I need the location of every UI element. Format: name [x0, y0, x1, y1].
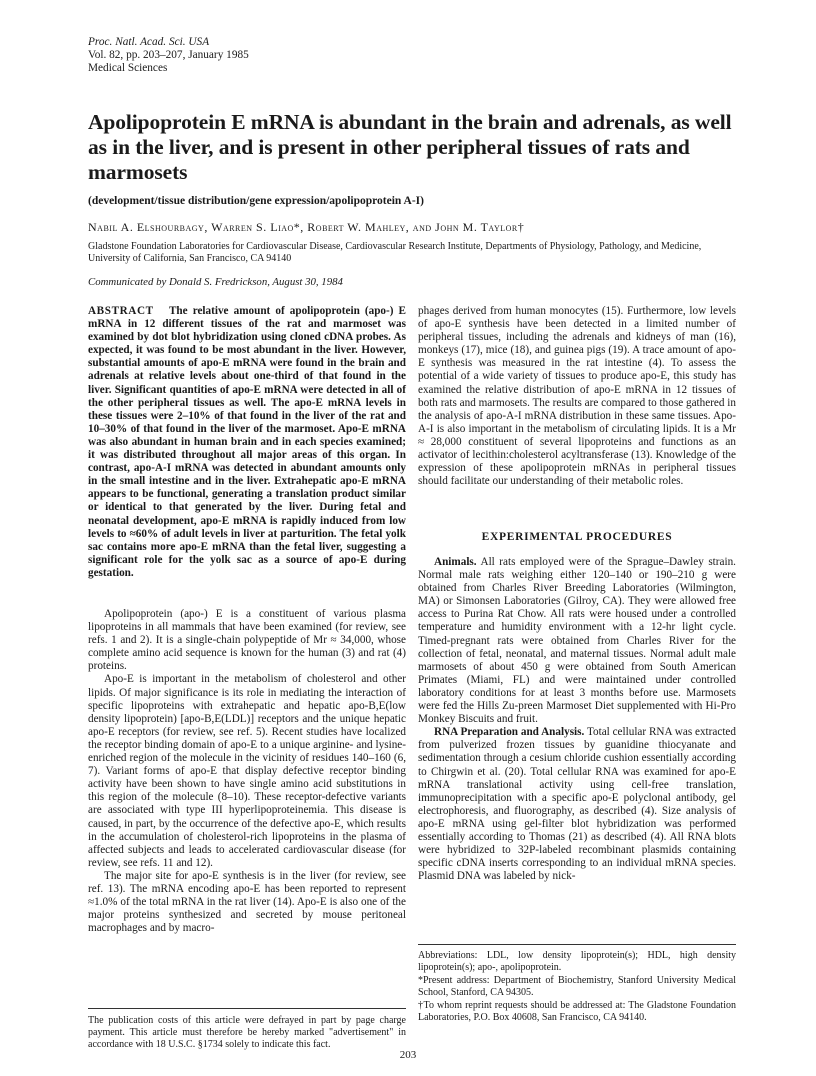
author-list: Nabil A. Elshourbagy, Warren S. Liao*, Robert W. Mahley, and John M. Taylor†: [88, 220, 525, 234]
section-heading: EXPERIMENTAL PROCEDURES: [481, 531, 673, 543]
abstract-text: The relative amount of apolipoprotein (apo-) E mRNA in 12 different tissues of the rat and marmoset was examined by dot blot hybridization using cloned cDNA probes. As expected, it was found to be most abundant in the liver. However, substantial amounts of apo-E mRNA were found in the brain and adrenals at relative levels about one-third of that found in the liver. Significant quantities of apo-E mRNA were detected in all of the other peripheral tissues as well. The apo-E mRNA levels in these tissues were 2–10% of that found in the liver of the rat and 10–30% of that found in the liver of the marmoset. Apo-E mRNA was also abundant in human brain and in each species examined; it was distributed throughout all major areas of this organ. In contrast, apo-A-I mRNA was detected in abundant amounts only in the small intestine and in the liver. Extrahepatic apo-E mRNA appears to be functional, generating a translation product similar or identical to that generated by the liver. During fetal and neonatal development, apo-E mRNA is rapidly induced from low levels to ≈60% of adult levels in liver at parturition. The fetal yolk sac contains more apo-E mRNA than the fetal liver, suggesting a significant role for the yolk sac as a source of apo-E during gestation.: [88, 305, 406, 579]
animals-paragraph: [418, 556, 736, 726]
journal-section: Medical Sciences: [88, 62, 168, 74]
animals-text: All rats employed were of the Sprague–Dawley strain. Normal male rats weighing either 120–140 or 190–210 g were obtained from Charles River Breeding Laboratories (Wilmington, MA) or Simonsen Laboratories (Gilroy, CA). They were allowed free access to Purina Rat Chow. All rats were housed under a controlled temperature and humidity environment with a 12-hr light cycle. Timed-pregnant rats were obtained from Charles River for the collection of fetal, neonatal, and maternal tissues. Normal adult male marmosets of about 450 g were obtained from South American Primates (Miami, FL) and were maintained under controlled laboratory conditions for at least 3 months before use. Marmosets were fed the Hills Zu-preen Marmoset Diet supplemented with Hi-Pro Monkey Biscuits and fruit.: [418, 556, 736, 726]
abbrev-divider: [418, 944, 736, 945]
intro-paragraph: Apo-E is important in the metabolism of cholesterol and other lipids. Of major significance is its role in mediating the interaction of specific lipoproteins with extrahepatic and hepatic apo-B,E(low density lipoprotein) [apo-B,E(LDL)] receptors and the unique hepatic apo-E receptors (for review, see ref. 5). Recent studies have localized the receptor binding domain of apo-E to a unique arginine- and lysine-enriched region of the molecule in the vicinity of residues 140–160 (6, 7). Variant forms of apo-E that display defective receptor binding activity have been shown to have single amino acid substitutions in this region of the molecule (8–10). These receptor-defective variants are associated with type III hyperlipoproteinemia. This disease is caused, in part, by the occurrence of the defective apo-E, which results in the accumulation of cholesterol-rich lipoproteins in the plasma of affected subjects and leads to accelerated cardiovascular disease (for review, see refs. 11 and 12).: [88, 673, 406, 869]
article-title: Apolipoprotein E mRNA is abundant in the brain and adrenals, as well as in the liver, and is present in other peripheral tissues of rats and marmosets: [88, 110, 732, 184]
communicated-by: Communicated by Donald S. Fredrickson, August 30, 1984: [88, 276, 343, 288]
reprints-note: †To whom reprint requests should be addressed at: The Gladstone Foundation Laboratories, P.O. Box 40608, San Francisco, CA 94140.: [418, 1000, 736, 1023]
rna-label: RNA Preparation and Analysis.: [434, 726, 585, 739]
abbreviations-note: Abbreviations: LDL, low density lipoprotein(s); HDL, high density lipoprotein(s); apo-, apolipoprotein.: [418, 950, 736, 973]
rna-paragraph: [418, 726, 736, 883]
journal-name: Proc. Natl. Acad. Sci. USA: [88, 36, 210, 48]
journal-volume: Vol. 82, pp. 203–207, January 1985: [88, 49, 249, 61]
footnote-divider: [88, 1008, 406, 1009]
keywords: (development/tissue distribution/gene expression/apolipoprotein A-I): [88, 195, 424, 207]
journal-header: [88, 36, 249, 75]
footnotes-block: [418, 950, 736, 1025]
animals-label: Animals.: [434, 556, 477, 568]
abstract-label: ABSTRACT: [88, 305, 154, 317]
rna-text: Total cellular RNA was extracted from pulverized frozen tissues by guanidine thiocyanate and sedimentation through a cesium chloride cushion essentially according to Chirgwin et al. (20). Total cellular RNA was examined for apo-E mRNA translational activity using cell-free translation, immunoprecipitation with a specific apo-E polyclonal antibody, gel electrophoresis, and fluorography, as described (4). Size analysis of apo-E mRNA using gel-filter blot hybridization was performed essentially according to Thomas (21) as described (4). All RNA blots were hybridized to 32P-labeled recombinant plasmids containing specific cDNA inserts corresponding to an individual mRNA species. Plasmid DNA was labeled by nick-: [418, 726, 736, 883]
intro-paragraph: Apolipoprotein (apo-) E is a constituent of various plasma lipoproteins in all mammals that have been examined (for review, see refs. 1 and 2). It is a single-chain polypeptide of Mr ≈ 34,000, whose complete amino acid sequence is known for the human (3) and rat (4) proteins.: [88, 608, 406, 673]
intro-right-column: [418, 305, 736, 488]
page-number: 203: [399, 1049, 417, 1061]
intro-left-column: [88, 608, 406, 935]
present-address-note: *Present address: Department of Biochemistry, Stanford University Medical School, Stanford, CA 94305.: [418, 975, 736, 998]
intro-paragraph: The major site for apo-E synthesis is in the liver (for review, see ref. 13). The mRNA encoding apo-E has been reported to represent ≈1.0% of the total mRNA in the rat liver (14). Apo-E is also one of the major proteins synthesized and secreted by mouse peritoneal macrophages and by macro-: [88, 869, 406, 935]
publication-costs-note: The publication costs of this article were defrayed in part by page charge payment. This article must therefore be hereby marked "advertisement" in accordance with 18 U.S.C. §1734 solely to indicate this fact.: [88, 1015, 406, 1050]
methods-column: [418, 556, 736, 883]
affiliation: Gladstone Foundation Laboratories for Cardiovascular Disease, Cardiovascular Research Institute, Departments of Physiology, Pathology, and Medicine, University of California, San Francisco, CA 94140: [88, 241, 702, 264]
abstract: [88, 305, 406, 580]
intro-paragraph: phages derived from human monocytes (15). Furthermore, low levels of apo-E synthesis have been detected in a limited number of peripheral tissues, including the adrenals and kidneys of man (16), monkeys (17), mice (18), and guinea pigs (19). A trace amount of apo-E synthesis was measured in the rat intestine (4). To assess the potential of a wide variety of tissues to produce apo-E, this study has examined the relative distribution of apo-E mRNA in 12 tissues of both rats and marmosets. The results are compared to those gathered in the analysis of apo-A-I mRNA distribution in these same tissues. Apo-A-I is also important in the metabolism of circulating lipids. It is a Mr ≈ 28,000 constituent of several lipoproteins and functions as an activator of lecithin:cholesterol acyltransferase (13). Knowledge of the expression of these apolipoprotein mRNAs in peripheral tissues should facilitate our understanding of their metabolic roles.: [418, 305, 736, 488]
